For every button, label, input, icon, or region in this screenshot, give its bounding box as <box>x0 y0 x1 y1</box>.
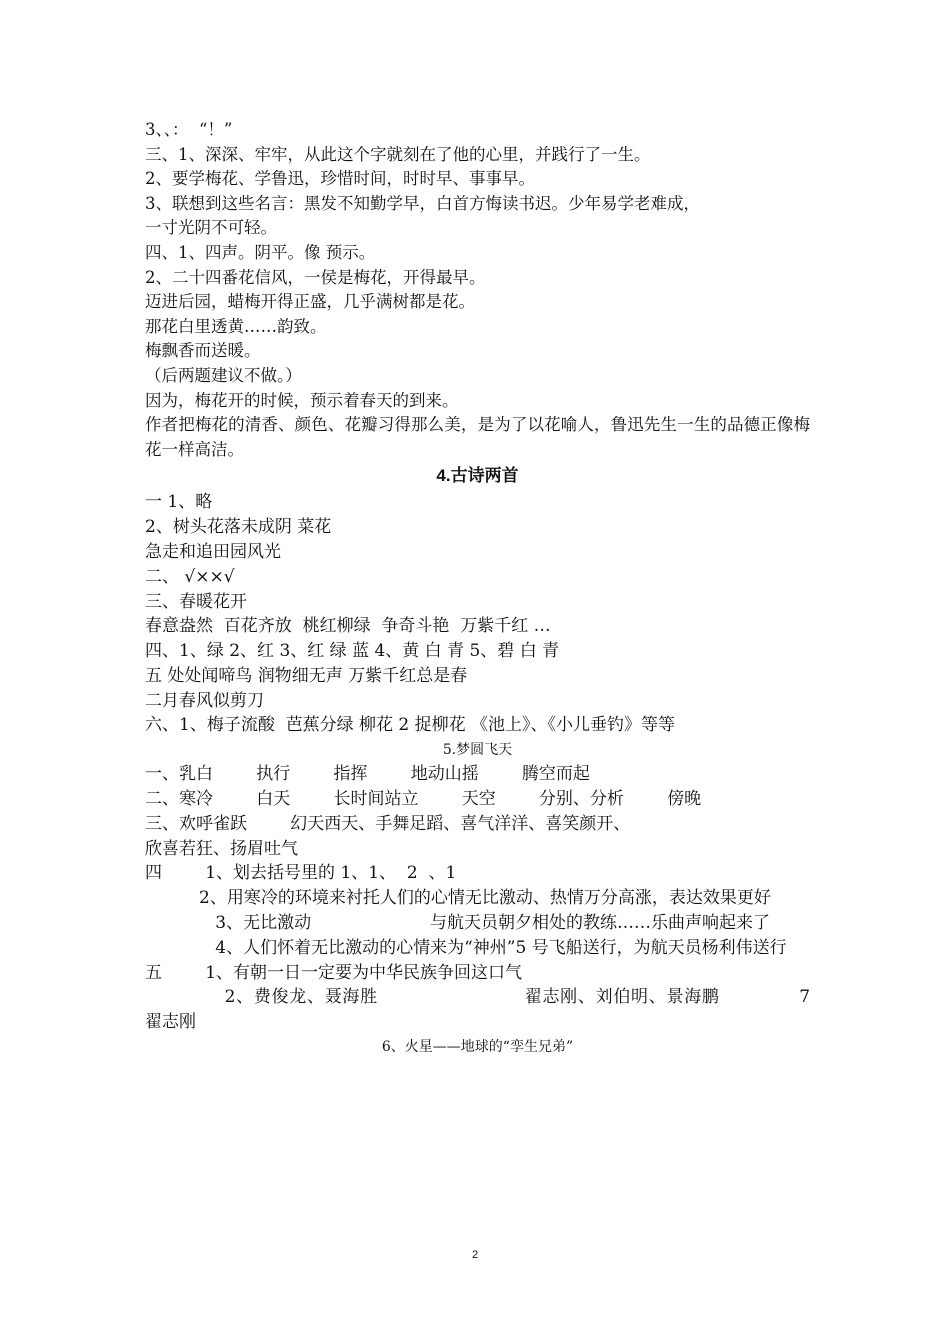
answer-line: 五 1、有朝一日一定要为中华民族争回这口气 <box>145 962 523 983</box>
answer-line: 那花白里透黄……韵致。 <box>145 316 327 336</box>
answer-line: 3、无比激动 与航天员朝夕相处的教练……乐曲声响起来了 <box>145 913 770 934</box>
section4-answers <box>145 490 810 738</box>
answer-line: 四、1、四声。阴平。像 预示。 <box>145 242 376 262</box>
answer-line: 二月春风似剪刀 <box>145 690 264 711</box>
answer-line: 2、树头花落未成阴 菜花 <box>145 517 332 538</box>
answer-line: 3、、： “！” <box>145 120 233 139</box>
answer-line: 五 处处闻啼鸟 润物细无声 万紫千红总是春 <box>145 665 468 686</box>
answer-line: 梅飘香而送暖。 <box>145 341 261 361</box>
answer-line: 3、联想到这些名言：黑发不知勤学早，白首方悔读书迟。少年易学老难成， <box>145 193 700 213</box>
section3-answers <box>145 118 810 462</box>
section5-answers <box>145 762 865 1035</box>
section5-title: 5.梦圆飞天 <box>442 742 513 759</box>
answer-line: 三、1、深深、牢牢，从此这个字就刻在了他的心里，并践行了一生。 <box>145 144 651 164</box>
answer-line: 2、用寒冷的环境来衬托人们的心情无比激动、热情万分高涨，表达效果更好 <box>145 888 771 909</box>
answer-line: 四 1、划去括号里的 1、1、 2 、1 <box>145 863 457 884</box>
answer-line: 二、 √××√ <box>145 566 235 587</box>
answer-line: 急走和追田园风光 <box>145 541 281 562</box>
section4-title: 4.古诗两首 <box>436 466 519 486</box>
answer-line: 一 1、略 <box>145 492 213 513</box>
answer-line: 三、欢呼雀跃 幻天西天、手舞足蹈、喜气洋洋、喜笑颜开、 <box>145 813 631 834</box>
answer-line: 2、要学梅花、学鲁迅，珍惜时间，时时早、事事早。 <box>145 169 535 189</box>
answer-line: 4、人们怀着无比激动的心情来为“神州”5 号飞船送行，为航天员杨利伟送行 <box>145 937 787 958</box>
answer-line: 一、乳白 执行 指挥 地动山摇 腾空而起 <box>145 764 590 785</box>
document-page <box>145 118 865 1059</box>
answer-line: 二、寒冷 白天 长时间站立 天空 分别、分析 傍晚 <box>145 789 702 810</box>
answer-line: 2、二十四番花信风，一侯是梅花，开得最早。 <box>145 267 486 287</box>
answer-line: 2、费俊龙、聂海胜 翟志刚、刘伯明、景海鹏 7 翟志刚 <box>145 987 865 1033</box>
answer-line: 欣喜若狂、扬眉吐气 <box>145 838 298 859</box>
answer-line: 三、春暖花开 <box>145 591 247 612</box>
answer-line: 迈进后园，蜡梅开得正盛，几乎满树都是花。 <box>145 292 475 312</box>
answer-line: 作者把梅花的清香、颜色、花瓣习得那么美，是为了以花喻人，鲁迅先生一生的品德正像梅花一样高洁。 <box>145 415 810 459</box>
answer-line: 一寸光阴不可轻。 <box>145 218 277 238</box>
page-number: 2 <box>471 1249 479 1261</box>
answer-line: 春意盎然 百花齐放 桃红柳绿 争奇斗艳 万紫千红 … <box>145 616 551 637</box>
answer-line: 因为，梅花开的时候，预示着春天的到来。 <box>145 390 459 410</box>
answer-line: （后两题建议不做。） <box>145 365 302 385</box>
answer-line: 四、1、绿 2、红 3、红 绿 蓝 4、黄 白 青 5、碧 白 青 <box>145 641 560 662</box>
answer-line: 六、1、梅子流酸 芭蕉分绿 柳花 2 捉柳花 《池上》、《小儿垂钓》等等 <box>145 715 676 736</box>
section6-title: 6、火星——地球的“孪生兄弟” <box>381 1039 574 1056</box>
